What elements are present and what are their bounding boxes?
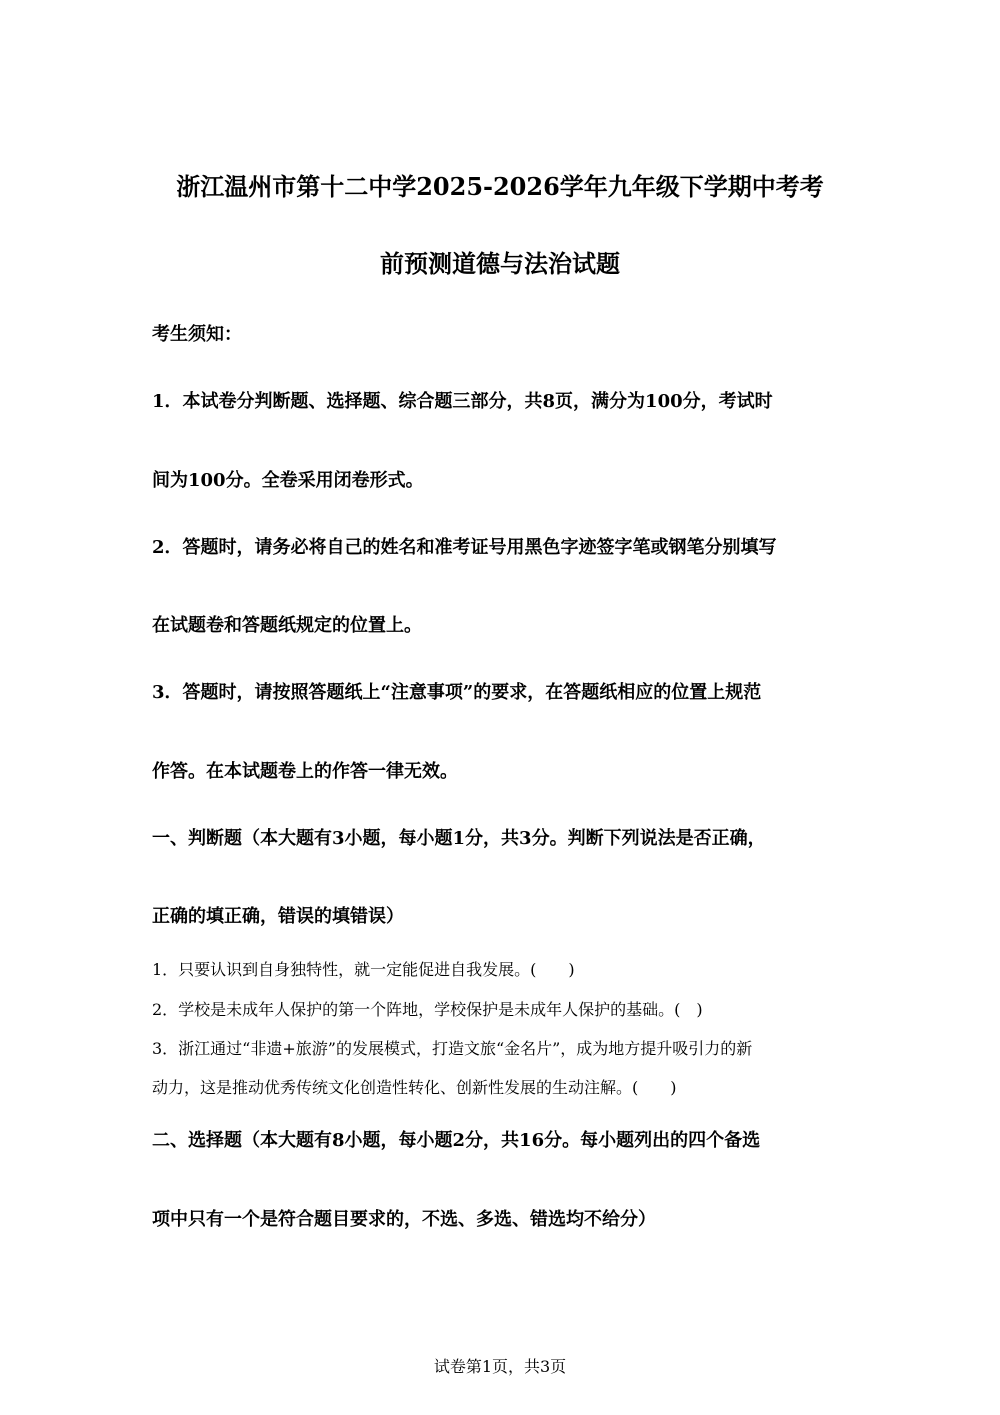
title-line-2: 前预测道德与法治试题	[380, 249, 620, 278]
notice-3-line-2: 作答。在本试题卷上的作答一律无效。	[152, 761, 458, 782]
question-2: 2．学校是未成年人保护的第一个阵地，学校保护是未成年人保护的基础。( )	[152, 1000, 703, 1019]
notice-heading: 考生须知：	[152, 324, 242, 345]
section-1-heading-line-2: 正确的填正确，错误的填错误）	[152, 906, 404, 927]
section-2-heading-line-1: 二、选择题（本大题有8小题，每小题2分，共16分。每小题列出的四个备选	[152, 1130, 761, 1151]
question-1: 1．只要认识到自身独特性，就一定能促进自我发展。( )	[152, 960, 575, 979]
notice-1-line-1: 1．本试卷分判断题、选择题、综合题三部分，共8页，满分为100分，考试时	[152, 391, 773, 412]
section-2-heading-line-2: 项中只有一个是符合题目要求的，不选、多选、错选均不给分）	[152, 1209, 656, 1230]
notice-1-line-2: 间为100分。全卷采用闭卷形式。	[152, 470, 424, 491]
title-line-1: 浙江温州市第十二中学2025-2026学年九年级下学期中考考	[176, 172, 824, 201]
question-3-line-1: 3．浙江通过“非遗+旅游”的发展模式，打造文旅“金名片”，成为地方提升吸引力的新	[152, 1039, 753, 1058]
section-1-heading-line-1: 一、判断题（本大题有3小题，每小题1分，共3分。判断下列说法是否正确，	[152, 828, 766, 849]
notice-2-line-2: 在试题卷和答题纸规定的位置上。	[152, 615, 422, 636]
question-3-line-2: 动力，这是推动优秀传统文化创造性转化、创新性发展的生动注解。( )	[152, 1078, 677, 1097]
notice-2-line-1: 2．答题时，请务必将自己的姓名和准考证号用黑色字迹签字笔或钢笔分别填写	[152, 537, 777, 558]
notice-3-line-1: 3．答题时，请按照答题纸上“注意事项”的要求，在答题纸相应的位置上规范	[152, 682, 762, 703]
page-footer: 试卷第1页，共3页	[433, 1357, 567, 1376]
